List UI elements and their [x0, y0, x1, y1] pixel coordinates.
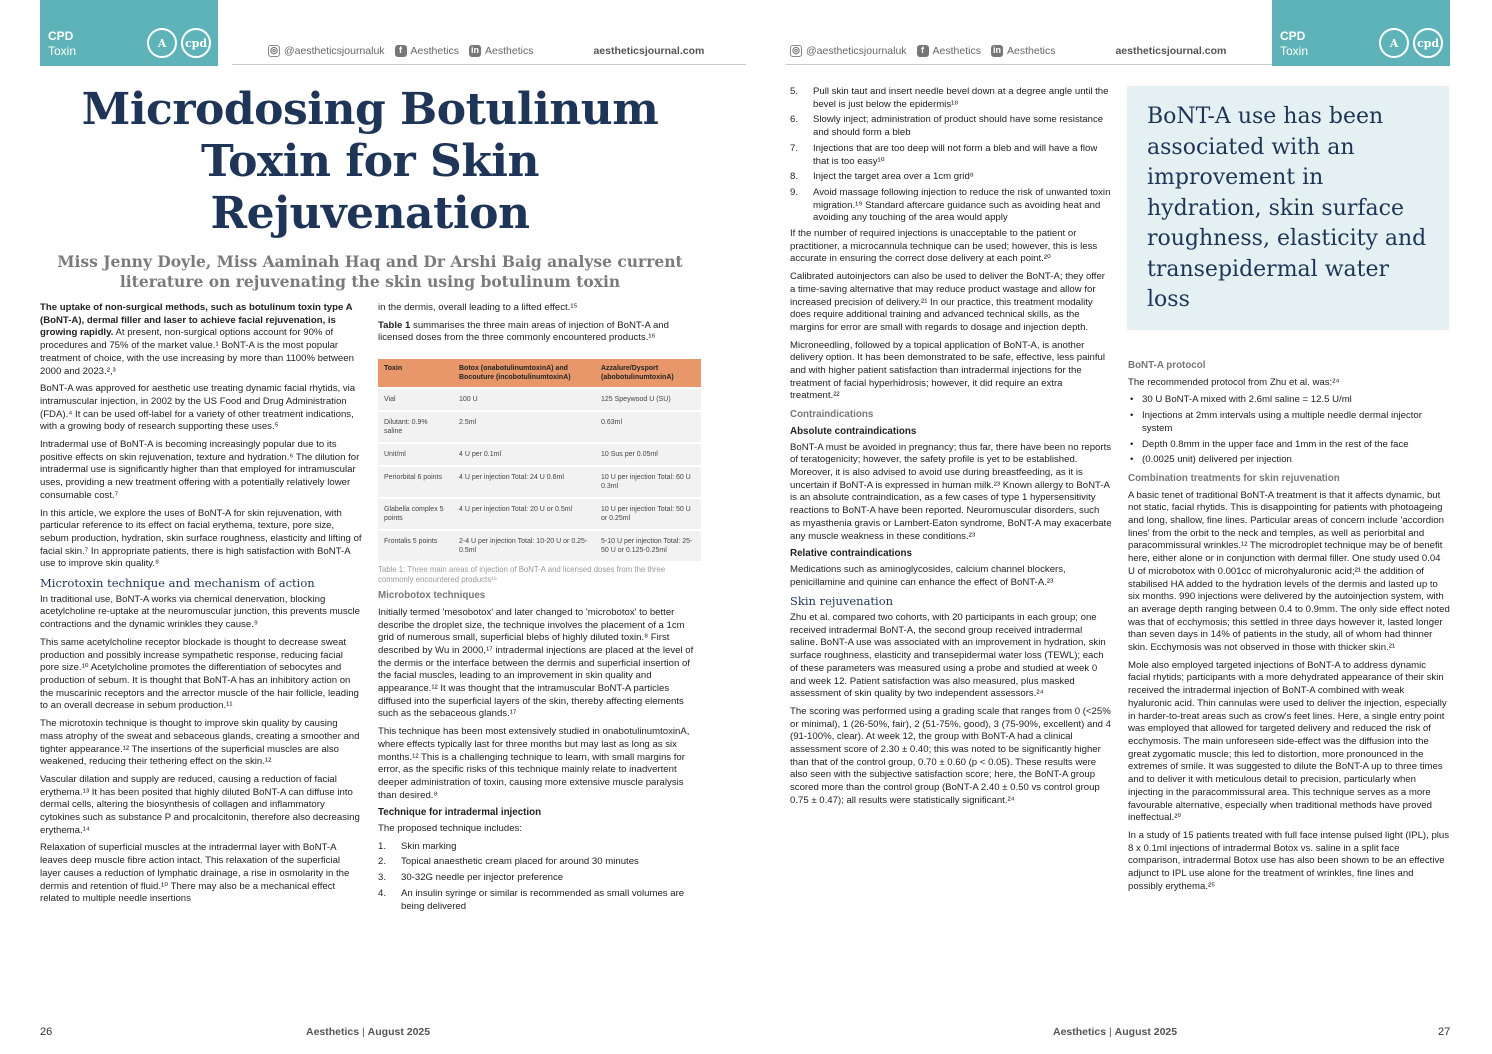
list-item: • (0.0025 unit) delivered per injection [1128, 454, 1450, 467]
paragraph: BoNT-A must be avoided in pregnancy; thus far, there have been no reports of teratogenicity; however, the safety profile is yet to be established. Moreover, it is also advised to avoid use during breastfeeding, as it is uncertain if BoNT-A is expressed in human milk.²³ Known allergy to BoNT-A is an absolute contraindication, as a few cases of type 1 hypersensitivity reactions to BoNT-A have been reported. Neuromuscular disorders, such as myasthenia gravis or Lambert-Eaton syndrome, BoNT-A may exacerbate any muscle weakness in these conditions.²³ [790, 441, 1112, 542]
table-cell: Unit/ml [378, 443, 453, 466]
section-label: Toxin [1280, 44, 1309, 58]
paragraph: This technique has been most extensively studied in onabotulinumtoxinA, where effects typically last for three months but may last as long as six months.¹² This is a challenging technique to learn, with small margins for error, as the specific risks of this technique mainly relate to inadvertent deeper administration of toxin, causing more extensive muscle paralysis than desired.⁸ [378, 726, 690, 801]
list-item: • 30 U BoNT-A mixed with 2.6ml saline = 12.5 U/ml [1128, 394, 1450, 407]
paragraph: Intradermal use of BoNT-A is becoming increasingly popular due to its positive effects on skin rejuvenation, texture and hydration.⁶ The dilution for intradermal use is significantly higher than that employed for intramuscular uses, providing a new treatment offering with a potentially relatively lower consumable cost.⁷ [40, 439, 360, 501]
article-title: Microdosing Botulinum Toxin for Skin Rejuvenation [81, 84, 659, 239]
paragraph: This same acetylcholine receptor blockade is thought to decrease sweat production and possibly increase sympathetic response, reducing facial pore size.¹⁰ Acetylcholine promotes the differentiation of sebocytes and production of sebum. It is thought that BoNT-A has an inhibitory action on the muscarinic receptors and the arrector muscle of the hair follicle, leading to an overall decrease in sebum production.¹¹ [40, 636, 359, 712]
page-number: 27 [1438, 1026, 1451, 1038]
paragraph: A basic tenet of traditional BoNT-A treatment is that it affects dynamic, but not static, facial rhytids. This is disappointing for patients with photoageing and long, shallow, fine lines. Particular areas of concern include 'accordion lines' from the orbit to the neck and temples, as well as periorbital and paracommissural wrinkles.¹² The microdroplet technique may be of benefit here, either alone or in conjunction with dermal filler. One study used 0.04 U of microbotox with 0.001cc of microhyaluronic acid;²¹ the addition of stabilised HA added to the hydration levels of the dermis and lasted up to six months. 990 injections were delivered by the autoinjection system, with an average depth ranging between 0.4 to 0.9mm. The only side effect noted was that of ecchymosis; this settled in three days however it, lasted longer than seven days in 14% of patients in the study, all of whom had thinner skin. Ecchymosis was not observed in those with thicker skin.²¹ [1128, 489, 1450, 654]
table-cell: Vial [378, 388, 453, 411]
article-subtitle: Miss Jenny Doyle, Miss Aaminah Haq and Dr Arshi Baig analyse current literature on rejuvenating the skin using botulinum toxin [57, 252, 683, 291]
paragraph: Initially termed 'mesobotox' and later changed to 'microbotox' to better describe the droplet size, the technique involves the placement of a 1cm grid of numerous small, superficial blebs of highly diluted toxin.⁸ First described by Wu in 2000,¹⁷ intradermal injections are placed at the level of the dermis or the interface between the dermis and superficial insertion of the facial muscles, leading to an improvement in skin quality and appearance.¹² It was thought that the intramuscular BoNT-A particles diffused into the superficial layers of the skin, thereby affecting elements such as the sebaceous glands.¹⁷ [378, 606, 694, 720]
intro-rest: At present, non-surgical options account for 90% of procedures and 75% of the market value.¹ BoNT-A is the most popular treatment of choice, with the use increasing by more than 1100% between 2000 and 2023.²,³ [40, 327, 354, 377]
cpd-label: CPD [1280, 29, 1306, 43]
page-number: 26 [40, 1026, 53, 1038]
linkedin-icon: in [471, 45, 479, 55]
table-cell: 4 U per 0.1ml [453, 443, 595, 466]
table-header-cell: Azzalure/Dysport (abobotulinumtoxinA) [595, 359, 701, 388]
footer-masthead: Aesthetics | August 2025 [1053, 1026, 1178, 1038]
cpd-badge-icon: cpd [181, 28, 211, 58]
table-row [378, 411, 701, 443]
subsection-heading: Combination treatments for skin rejuvenation [1128, 472, 1340, 484]
paragraph: Vascular dilation and supply are reduced, causing a reduction of facial erythema.¹³ It has been posited that highly diluted BoNT-A can diffuse into dermal cells, altering the biosynthesis of collagen and inflammatory cytokines such as substance P and procalcitonin, therefore also decreasing erythema.¹⁴ [40, 773, 360, 836]
table-cell: 125 Speywood U (SU) [595, 388, 701, 411]
aesthetics-badge-icon: A [147, 28, 177, 58]
paragraph: The proposed technique includes: [378, 823, 523, 835]
list-item: • Injections at 2mm intervals using a multiple needle dermal injector system [1128, 410, 1450, 435]
table-cell: Frontalis 5 points [378, 530, 453, 561]
table-header-cell: Botox (onabotulinumtoxinA) and Bocouture (incobotulinumtoxinA) [453, 359, 595, 388]
table-cell: 4 U per injection Total: 20 U or 0.5ml [453, 498, 595, 530]
paragraph: Mole also employed targeted injections of BoNT-A to address dynamic facial rhytids; participants with a more dehydrated appearance of their skin received the intradermal injection of BoNT-A combined with weak hyaluronic acid. Thin cannulas were used to deliver the injection, especially in harder-to-treat areas such as crow's feet lines. Here, a single entry point was employed that allowed for targeted delivery and reduced the risk of ecchymosis. The main unforeseen side-effect was the diffusion into the great zygomatic muscle; this led to distortion, more pronounced in the extremes of smile. It was suggested to dilute the BoNT-A up to three times and to deliver it with meticulous detail to precision, particularly when injecting in the paracommissural area. This technique serves as a more favourable alternative, especially when traditional methods have proved ineffectual.²⁰ [1128, 659, 1447, 824]
cpd-badge-icon: cpd [1413, 28, 1443, 58]
pull-quote: BoNT-A use has been associated with an improvement in hydration, skin surface roughness, elasticity and transepidermal water loss [1127, 86, 1449, 330]
table-cell: 100 U [453, 388, 595, 411]
list-item: 7. Injections that are too deep will not form a bleb and will have a flow that is too easy¹⁰ [790, 142, 1098, 167]
bold-heading: Absolute contraindications [790, 425, 917, 437]
paragraph: Zhu et al. compared two cohorts, with 20 participants in each group; one received intradermal BoNT-A, the second group received intradermal saline. BoNT-A use was associated with an improvement in hydration, skin surface roughness, elasticity and transepidermal water loss (TEWL); each of these parameters was measured using a probe and studied at week 0 and week 12. Patient satisfaction was also measured, plus masked assessment of skin quality by two independent assessors.²⁴ [790, 612, 1106, 700]
facebook-link[interactable]: Aesthetics [932, 45, 981, 57]
list-item: 4. An insulin syringe or similar is recommended as small volumes are being delivered [378, 887, 685, 912]
cpd-label: CPD [48, 29, 74, 43]
subsection-heading: Microbotox techniques [378, 590, 486, 602]
paragraph: In this article, we explore the uses of BoNT-A for skin rejuvenation, with particular reference to its effect on facial erythema, texture, pore size, sebum production, hydration, skin surface roughness, elasticity and lifting of facial skin.⁷ In appropriate patients, there is high satisfaction with BoNT-A use to improve skin quality.⁸ [40, 507, 362, 570]
technique-steps [378, 841, 701, 914]
aesthetics-badge-icon: A [1379, 28, 1409, 58]
technique-steps-continued [790, 86, 1112, 225]
table-cell: 10 U per injection Total: 60 U 0.3ml [595, 466, 701, 498]
instagram-icon: ◎ [790, 45, 802, 57]
site-link[interactable]: aestheticsjournal.com [1115, 45, 1227, 57]
social-bar [790, 44, 1226, 58]
list-item: 6. Slowly inject; administration of product should have some resistance and should form a bleb [790, 114, 1104, 139]
linkedin-link[interactable]: Aesthetics [1007, 45, 1056, 57]
linkedin-link[interactable]: Aesthetics [485, 45, 534, 57]
paragraph: Relaxation of superficial muscles at the intradermal layer with BoNT-A leaves deep muscle fibre action intact. This relaxation of the superficial layer causes a reduction of lymphatic drainage, a rise in osmolarity in the dermis and retention of fluid.¹⁰ There may also be a mechanical effect related to multiple needle insertions [40, 842, 350, 905]
header-rule [232, 64, 746, 65]
table-row [378, 498, 701, 530]
instagram-icon: ◎ [268, 45, 280, 57]
linkedin-icon: in [993, 45, 1001, 55]
instagram-handle[interactable]: @aestheticsjournaluk [806, 45, 907, 57]
table-cell: 10 U per injection Total: 50 U or 0.25ml [595, 498, 701, 530]
right-page [746, 0, 1492, 1054]
section-label: Toxin [48, 44, 77, 58]
table-cell: 0.63ml [595, 411, 701, 443]
subsection-heading: BoNT-A protocol [1128, 360, 1206, 371]
table-header-cell: Toxin [378, 359, 453, 388]
table-row [378, 443, 701, 466]
table-row [378, 530, 701, 561]
cpd-tab [40, 0, 218, 66]
cpd-tab [1272, 0, 1450, 66]
list-item: 8. Inject the target area over a 1cm grid⁸ [790, 171, 974, 183]
facebook-icon: f [917, 45, 929, 57]
footer-masthead: Aesthetics | August 2025 [306, 1026, 431, 1038]
table-row [378, 466, 701, 498]
table-cell: 2.5ml [453, 411, 595, 443]
dose-table [378, 359, 701, 561]
social-bar [268, 44, 704, 58]
right-column-1 [790, 86, 1112, 813]
table-ref: Table 1 [378, 319, 411, 331]
subsection-heading: Contraindications [790, 409, 874, 421]
table-row [378, 388, 701, 411]
paragraph: in the dermis, overall leading to a lifted effect.¹⁵ [378, 302, 578, 313]
paragraph: If the number of required injections is unacceptable to the patient or practitioner, a microcannula technique can be used; however, this is less accurate in ensuring the correct dose delivery at each point.²⁰ [790, 228, 1098, 265]
list-item: 9. Avoid massage following injection to reduce the risk of unwanted toxin migration.¹⁹ Standard aftercare guidance such as avoiding heat and avoiding any touching of the area would apply [790, 186, 1111, 224]
list-item: 2. Topical anaesthetic cream placed for around 30 minutes [378, 856, 639, 868]
facebook-link[interactable]: Aesthetics [410, 45, 459, 57]
paragraph: Medications such as aminoglycosides, calcium channel blockers, penicillamine and quinine can enhance the effect of BoNT-A.²³ [790, 563, 1066, 588]
table-cell: 2-4 U per injection Total: 10-20 U or 0.25-0.5ml [453, 530, 595, 561]
table-cell: Dilutant: 0.9% saline [378, 411, 453, 443]
paragraph: In a study of 15 patients treated with full face intense pulsed light (IPL), plus 8 x 0.1ml injections of intradermal Botox vs. saline in a split face comparison, intradermal Botox use has also been shown to be an effective adjunct to IPL use alone for the treatment of wrinkles, fine lines and possibly erythema.²⁵ [1128, 829, 1450, 892]
left-column-1 [40, 302, 363, 911]
paragraph: Calibrated autoinjectors can also be used to deliver the BoNT-A; they offer a time-saving alternative that may reduce product wastage and allow for increased precision of delivery.²¹ In our practice, this treatment modality does require additional training and advanced technical skills, as the margins for error are small with regards to dosage and injection depth. [790, 271, 1105, 333]
instagram-handle[interactable]: @aestheticsjournaluk [284, 45, 385, 57]
paragraph: The microtoxin technique is thought to improve skin quality by causing mass atrophy of the sweat and sebaceous glands, creating a smoother and tighter appearance.¹² The insertions of the superficial muscles are also weakened, reducing their tethering effect on the skin.¹² [40, 718, 360, 768]
list-item: 1. Skin marking [378, 840, 457, 852]
paragraph: Table 1 summarises the three main areas of injection of BoNT-A and licensed doses from the three commonly encountered products.¹⁶ [378, 319, 669, 344]
paragraph: The recommended protocol from Zhu et al. was:²⁴ [1128, 376, 1340, 388]
facebook-icon: f [395, 45, 407, 57]
right-column-2 [1128, 354, 1450, 898]
section-heading: Microtoxin technique and mechanism of action [40, 576, 315, 591]
list-item: • Depth 0.8mm in the upper face and 1mm in the rest of the face [1128, 439, 1450, 452]
paragraph: In traditional use, BoNT-A works via chemical denervation, blocking acetylcholine re-uptake at the neuromuscular junction, this prevents muscle contractions and the dynamic wrinkles they cause.⁹ [40, 593, 360, 631]
table-cell: 4 U per injection Total: 24 U 0.6ml [453, 466, 595, 498]
table-cell: Glabella complex 5 points [378, 498, 453, 530]
protocol-list [1128, 394, 1450, 467]
intro-lead: The uptake of non-surgical methods, such as botulinum toxin type A (BoNT-A), dermal filler and laser to achieve facial rejuvenation, is growing rapidly. [40, 302, 353, 339]
paragraph: BoNT-A was approved for aesthetic use treating dynamic facial rhytids, via intramuscular injection, in 2002 by the US Food and Drug Administration (FDA).⁴ It can be used off-label for a variety of other treatment indications, with a growing body of research supporting these uses.⁵ [40, 383, 356, 433]
bold-heading: Relative contraindications [790, 548, 912, 560]
table-caption: Table 1: Three main areas of injection of BoNT-A and licensed doses from the three commonly encountered products¹⁶ [378, 565, 666, 584]
table-cell: 10 Sus per 0.05ml [595, 443, 701, 466]
list-item: 3. 30-32G needle per injector preference [378, 872, 564, 884]
list-item: 5. Pull skin taut and insert needle bevel down at a degree angle until the bevel is just below the epidermis¹⁸ [790, 86, 1109, 110]
table-header-row [378, 359, 701, 388]
paragraph: Microneedling, followed by a topical application of BoNT-A, is another delivery option. It has been demonstrated to be safe, effective, less painful and with higher patient satisfaction than intradermal injections for the treatment of facial hyperhidrosis; however, it did require an extra treatment.²² [790, 339, 1106, 402]
paragraph: The scoring was performed using a grading scale that ranges from 0 (<25% or minimal), 1 (26-50%, fair), 2 (51-75%, good), 3 (75-90%, excellent) and 4 (91-100%, clear). At week 12, the group with BoNT-A had a clinical assessment score of 2.30 ± 0.40; this was noted to be significantly higher than that of the control group, 0.70 ± 0.60 (p < 0.05). These results were also seen with the subjective satisfaction score; here, the BoNT-A group scored more than the control group (BoNT-A 2.40 ± 0.50 vs control group 0.75 ± 0.47); all results were statistically significant.²⁴ [790, 705, 1112, 806]
table-cell: 5-10 U per injection Total: 25-50 U or 0.125-0.25ml [595, 530, 701, 561]
header-rule [786, 64, 1272, 65]
left-column-2 [378, 302, 701, 916]
section-heading: Skin rejuvenation [790, 594, 894, 609]
bold-heading: Technique for intradermal injection [378, 807, 542, 819]
site-link[interactable]: aestheticsjournal.com [593, 45, 705, 57]
intro-paragraph [40, 302, 363, 378]
table-cell: Periorbital 6 points [378, 466, 453, 498]
